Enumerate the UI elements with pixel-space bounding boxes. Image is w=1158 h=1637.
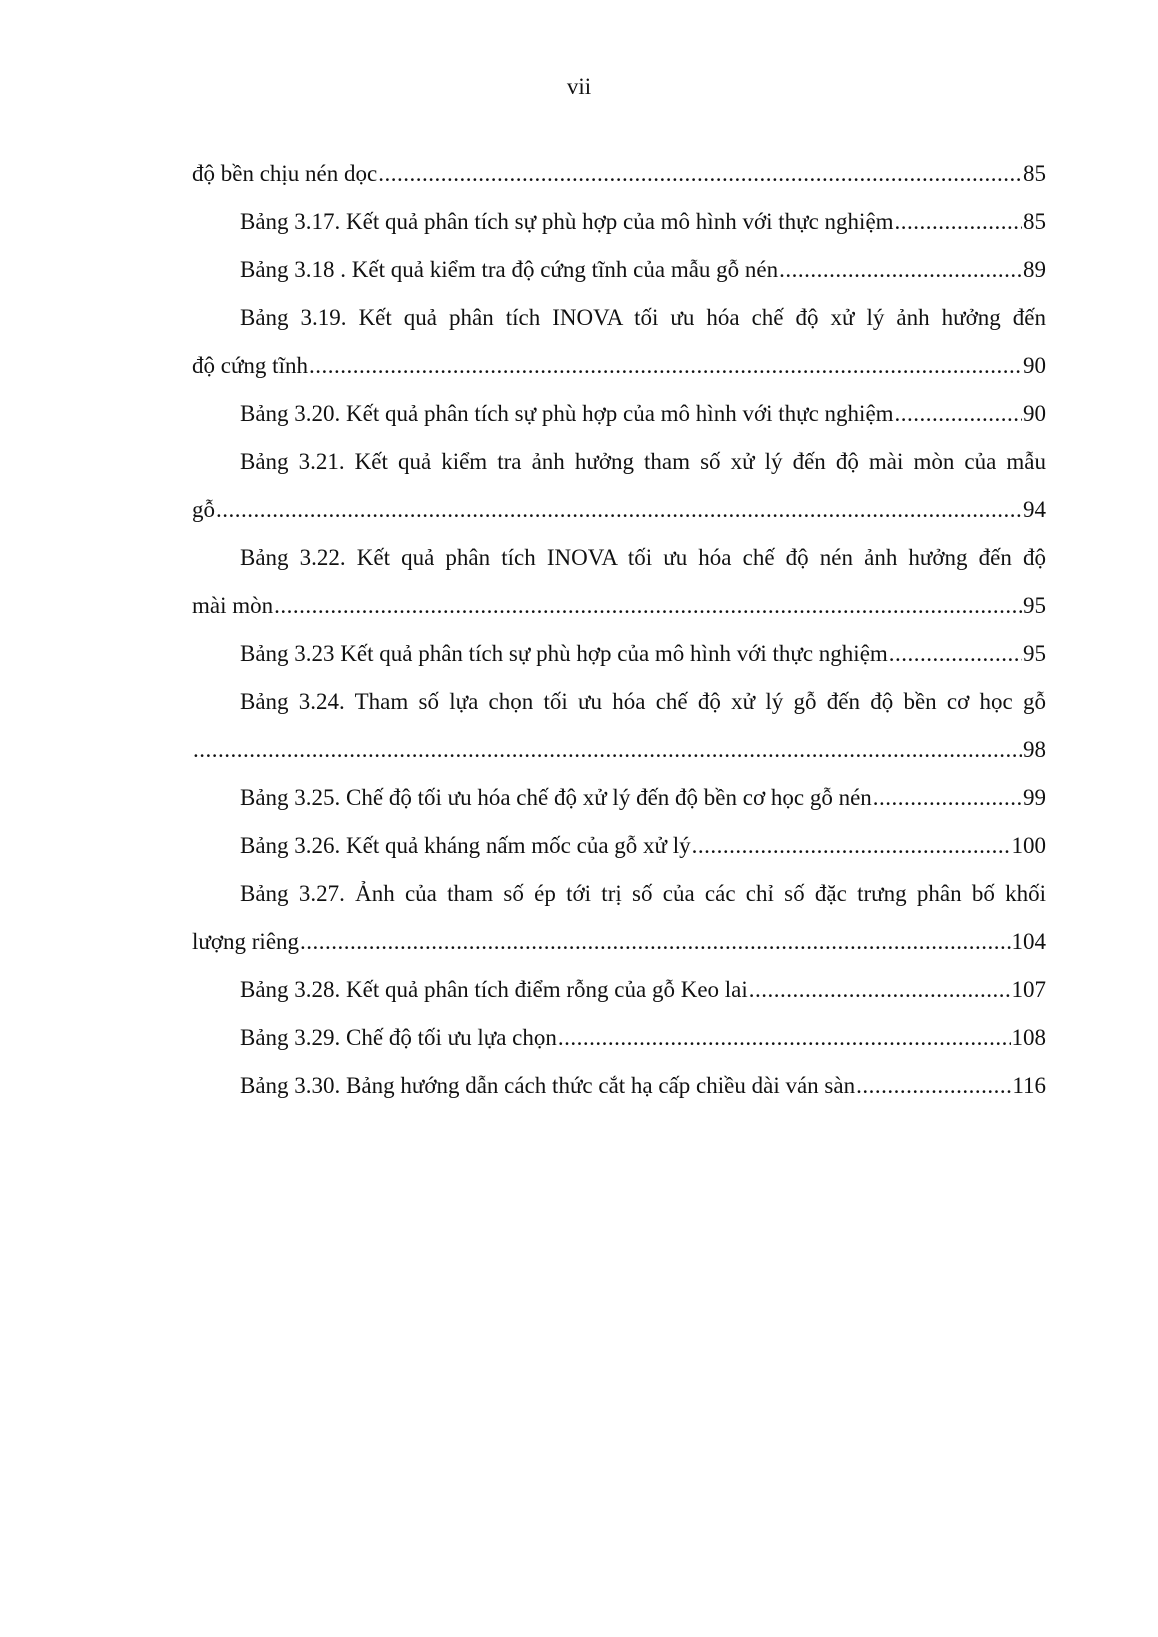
toc-entry-title: độ cứng tĩnh [192, 353, 308, 378]
toc-entry-page: 98 [1023, 737, 1046, 762]
toc-line[interactable] [192, 205, 1046, 253]
dot-leader [216, 493, 1022, 527]
dot-leader [749, 973, 1011, 1007]
dot-leader [378, 157, 1022, 191]
toc-line-wrapped-start[interactable] [192, 541, 1046, 589]
toc-entry-page: 100 [1011, 833, 1046, 858]
toc-entry-title: Bảng 3.18 . Kết quả kiểm tra độ cứng tĩnh của mẫu gỗ nén [240, 257, 779, 282]
toc-line[interactable] [192, 829, 1046, 877]
toc-entry-title: Bảng 3.19. Kết quả phân tích INOVA tối ưu hóa chế độ xử lý ảnh hưởng đến [240, 305, 1046, 330]
toc-line[interactable] [192, 493, 1046, 541]
toc-line-wrapped-start[interactable] [192, 445, 1046, 493]
toc-entry-title: Bảng 3.17. Kết quả phân tích sự phù hợp của mô hình với thực nghiệm [240, 209, 894, 234]
toc-entry-title: Bảng 3.27. Ảnh của tham số ép tới trị số của các chỉ số đặc trưng phân bố khối [240, 881, 1046, 906]
toc-entry-page: 95 [1023, 593, 1046, 618]
dot-leader [873, 781, 1022, 815]
toc-line[interactable] [192, 349, 1046, 397]
dot-leader [889, 637, 1022, 671]
toc-line[interactable] [192, 637, 1046, 685]
dot-leader [779, 253, 1022, 287]
toc-line[interactable] [192, 397, 1046, 445]
toc-entry-title: Bảng 3.26. Kết quả kháng nấm mốc của gỗ xử lý [240, 833, 691, 858]
toc-entry-title: Bảng 3.28. Kết quả phân tích điểm rỗng của gỗ Keo lai [240, 977, 748, 1002]
toc-entry-title: gỗ [192, 497, 215, 522]
toc-entry-page: 116 [1012, 1073, 1046, 1098]
toc-entry-title: độ bền chịu nén dọc [192, 161, 378, 186]
dot-leader [558, 1021, 1011, 1055]
toc-line[interactable] [192, 925, 1046, 973]
toc-entry-page: 95 [1023, 641, 1046, 666]
toc-entry-title: Bảng 3.25. Chế độ tối ưu hóa chế độ xử lý đến độ bền cơ học gỗ nén [240, 785, 872, 810]
table-of-contents [192, 157, 1046, 1117]
toc-line[interactable] [192, 1069, 1046, 1117]
dot-leader [193, 733, 1022, 767]
toc-entry-page: 90 [1023, 353, 1046, 378]
toc-line-wrapped-start[interactable] [192, 301, 1046, 349]
toc-line-wrapped-start[interactable] [192, 685, 1046, 733]
dot-leader [856, 1069, 1011, 1103]
toc-entry-page: 85 [1023, 161, 1046, 186]
toc-entry-title: Bảng 3.23 Kết quả phân tích sự phù hợp của mô hình với thực nghiệm [240, 641, 888, 666]
dot-leader [895, 205, 1022, 239]
toc-line[interactable] [192, 1021, 1046, 1069]
toc-entry-page: 89 [1023, 257, 1046, 282]
toc-entry-page: 85 [1023, 209, 1046, 234]
toc-entry-title: Bảng 3.24. Tham số lựa chọn tối ưu hóa chế độ xử lý gỗ đến độ bền cơ học gỗ [240, 689, 1046, 714]
toc-entry-title: Bảng 3.29. Chế độ tối ưu lựa chọn [240, 1025, 557, 1050]
toc-entry-title: Bảng 3.22. Kết quả phân tích INOVA tối ưu hóa chế độ nén ảnh hưởng đến độ [240, 545, 1046, 570]
toc-entry-page: 90 [1023, 401, 1046, 426]
toc-entry-title: lượng riêng [192, 929, 300, 954]
toc-entry-page: 104 [1011, 929, 1046, 954]
toc-entry-title: mài mòn [192, 593, 274, 618]
toc-entry-page: 107 [1011, 977, 1046, 1002]
page-number: vii [566, 74, 592, 99]
dot-leader [300, 925, 1010, 959]
toc-entry-page: 108 [1011, 1025, 1046, 1050]
toc-entry-title: Bảng 3.30. Bảng hướng dẫn cách thức cắt hạ cấp chiều dài ván sàn [240, 1073, 856, 1098]
toc-entry-title: Bảng 3.21. Kết quả kiểm tra ảnh hưởng tham số xử lý đến độ mài mòn của mẫu [240, 449, 1046, 474]
toc-line[interactable] [192, 733, 1046, 781]
dot-leader [309, 349, 1022, 383]
toc-line[interactable] [192, 157, 1046, 205]
toc-entry-page: 94 [1023, 497, 1046, 522]
dot-leader [274, 589, 1022, 623]
dot-leader [692, 829, 1011, 863]
toc-line[interactable] [192, 589, 1046, 637]
toc-entry-title: Bảng 3.20. Kết quả phân tích sự phù hợp của mô hình với thực nghiệm [240, 401, 894, 426]
dot-leader [895, 397, 1022, 431]
toc-line[interactable] [192, 253, 1046, 301]
toc-entry-page: 99 [1023, 785, 1046, 810]
toc-line[interactable] [192, 781, 1046, 829]
toc-line-wrapped-start[interactable] [192, 877, 1046, 925]
toc-line[interactable] [192, 973, 1046, 1021]
